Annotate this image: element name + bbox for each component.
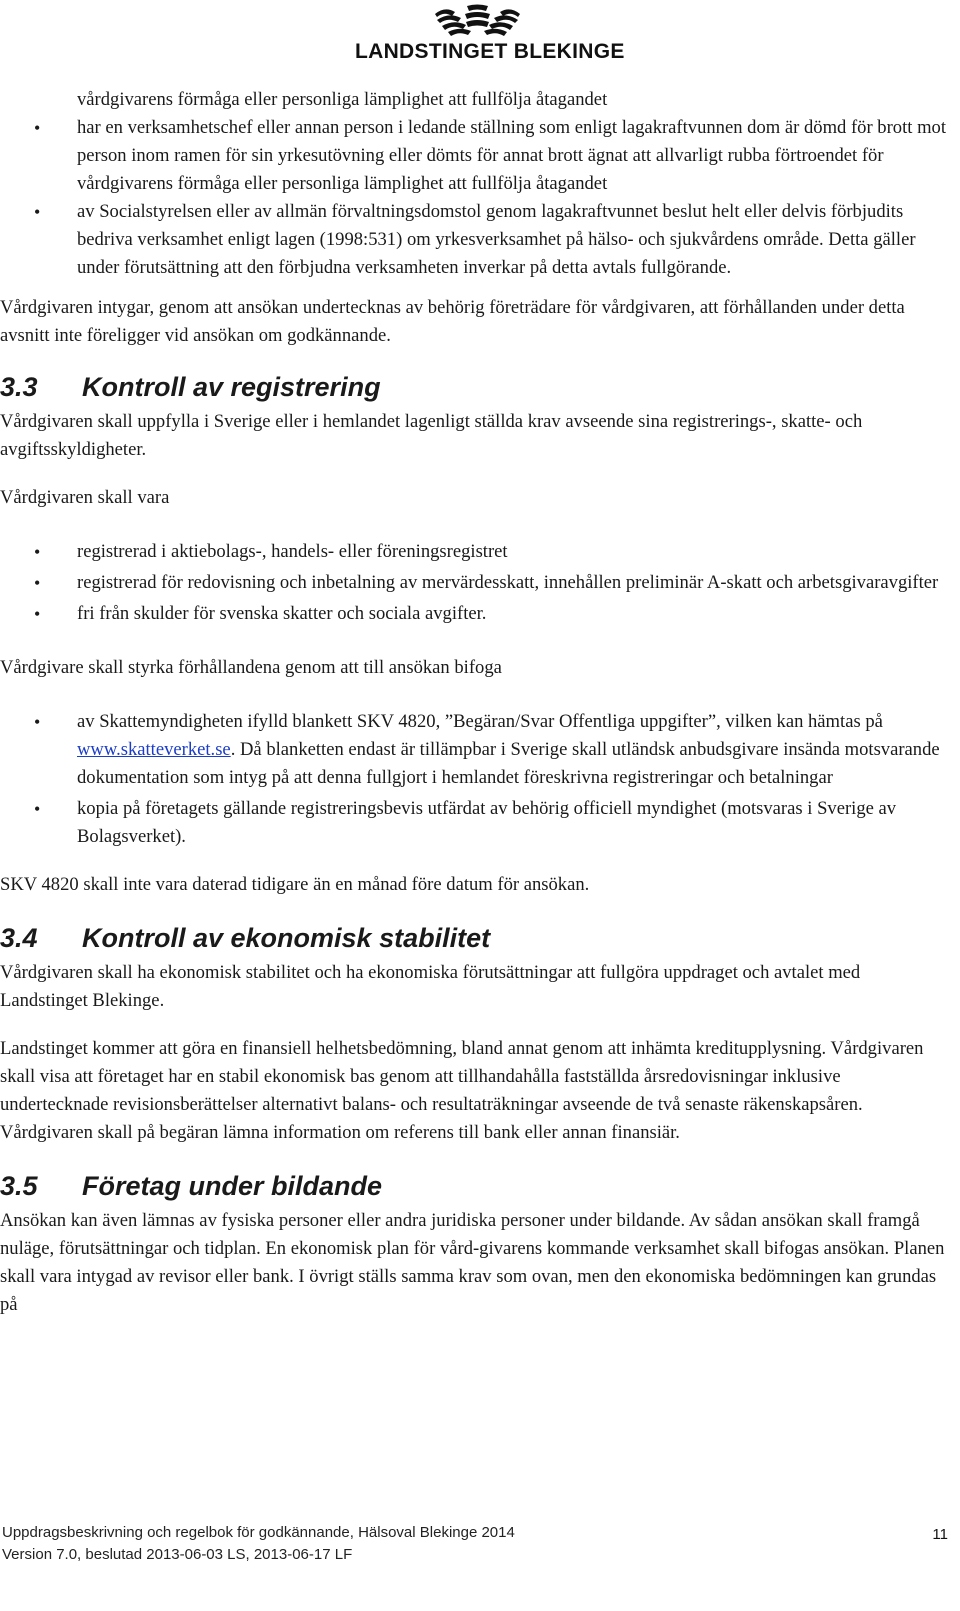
section-title: Kontroll av ekonomisk stabilitet: [82, 923, 491, 953]
section-number: 3.3: [0, 372, 38, 402]
list-item-text: av Skattemyndigheten ifylld blankett SKV 4820, ”Begäran/Svar Offentliga uppgifter”, vilken kan hämtas på: [77, 711, 883, 732]
exclusion-bullet-list: [0, 86, 948, 282]
list-item: • fri från skulder för svenska skatter och sociala avgifter.: [0, 600, 948, 628]
page-number: 11: [932, 1526, 948, 1543]
list-item: • har en verksamhetschef eller annan person i ledande ställning som enligt lagakraftvunnen dom är dömd för brott mot person inom ramen för sin yrkesutövning eller dömts för annat brott ägnat att allvarligt rubba förtroendet för vårdgivarens förmåga eller personliga lämplighet att fullfölja åtagandet: [0, 114, 948, 198]
page-footer: [2, 1522, 948, 1566]
paragraph: Ansökan kan även lämnas av fysiska personer eller andra juridiska personer under bildande. Av sådan ansökan skall framgå nuläge, förutsättningar och tidplan. En ekonomisk plan för vård-givarens kommande verksamhet skall bifogas ansökan. Planen skall vara intygad av revisor eller bank. I övrigt ställs samma krav som ovan, men den ekonomiska bedömningen kan grundas på: [0, 1210, 945, 1315]
list-item: • av Socialstyrelsen eller av allmän förvaltningsdomstol genom lagakraftvunnet beslut helt eller delvis förbjudits bedriva verksamhet enligt lagen (1998:531) om yrkesverksamhet på hälso- och sjukvårdens område. Detta gäller under förutsättning att den förbjudna verksamheten inverkar på detta avtals fullgörande.: [0, 198, 948, 282]
footer-document-title: Uppdragsbeskrivning och regelbok för godkännande, Hälsoval Blekinge 2014: [2, 1524, 515, 1541]
landstinget-emblem-icon: [355, 4, 600, 40]
list-item: • registrerad för redovisning och inbetalning av mervärdesskatt, innehållen preliminär A-skatt och arbetsgivaravgifter: [0, 569, 948, 597]
section-heading-3-3: [0, 370, 948, 404]
registration-bullet-list: [0, 538, 948, 628]
paragraph: Vårdgivare skall styrka förhållandena genom att till ansökan bifoga: [0, 657, 502, 678]
paragraph: Landstinget kommer att göra en finansiell helhetsbedömning, bland annat genom att inhämta kreditupplysning. Vårdgivaren skall visa att företaget har en stabil ekonomisk bas genom att tillhandahålla fastställda årsredovisningar inklusive undertecknade revisionsberättelser alternativt balans- och resultaträkningar avseende de två senaste räkenskapsåren. Vårdgivaren skall på begäran lämna information om referens till bank eller annan finansiär.: [0, 1038, 924, 1143]
section-number: 3.5: [0, 1171, 38, 1201]
list-item-text: . Då blanketten endast är tillämpbar i Sverige skall utländsk anbudsgivare insända motsvarande dokumentation som intyg på att denna fullgjort i hemlandet föreskrivna registreringar och betalningar: [77, 739, 940, 788]
paragraph: Vårdgivaren intygar, genom att ansökan undertecknas av behörig företrädare för vårdgivaren, att förhållanden under detta avsnitt inte föreligger vid ansökan om godkännande.: [0, 297, 905, 346]
logo-wordmark: LANDSTINGET BLEKINGE: [355, 40, 625, 63]
list-item: • kopia på företagets gällande registreringsbevis utfärdat av behörig officiell myndighet (motsvaras i Sverige av Bolagsverket).: [0, 795, 948, 851]
section-heading-3-5: [0, 1169, 948, 1203]
paragraph: Vårdgivaren skall uppfylla i Sverige eller i hemlandet lagenligt ställda krav avseende sina registrerings-, skatte- och avgiftsskyldigheter.: [0, 411, 863, 460]
paragraph: SKV 4820 skall inte vara daterad tidigare än en månad före datum för ansökan.: [0, 874, 590, 895]
attachment-bullet-list: [0, 708, 948, 851]
skatteverket-link[interactable]: www.skatteverket.se: [77, 739, 231, 760]
footer-version: Version 7.0, beslutad 2013-06-03 LS, 2013-06-17 LF: [2, 1546, 353, 1563]
list-item-continuation: vårdgivarens förmåga eller personliga lämplighet att fullfölja åtagandet: [77, 89, 608, 110]
section-heading-3-4: [0, 921, 948, 955]
section-title: Kontroll av registrering: [82, 372, 381, 402]
section-number: 3.4: [0, 923, 38, 953]
list-item: [0, 708, 948, 792]
list-item: • registrerad i aktiebolags-, handels- eller föreningsregistret: [0, 538, 948, 566]
paragraph: Vårdgivaren skall vara: [0, 487, 170, 508]
section-title: Företag under bildande: [82, 1171, 383, 1201]
document-body: [0, 86, 948, 1319]
header-logo: [355, 4, 625, 66]
paragraph: Vårdgivaren skall ha ekonomisk stabilitet och ha ekonomiska förutsättningar att fullgöra uppdraget och avtalet med Landstinget Blekinge.: [0, 962, 861, 1011]
